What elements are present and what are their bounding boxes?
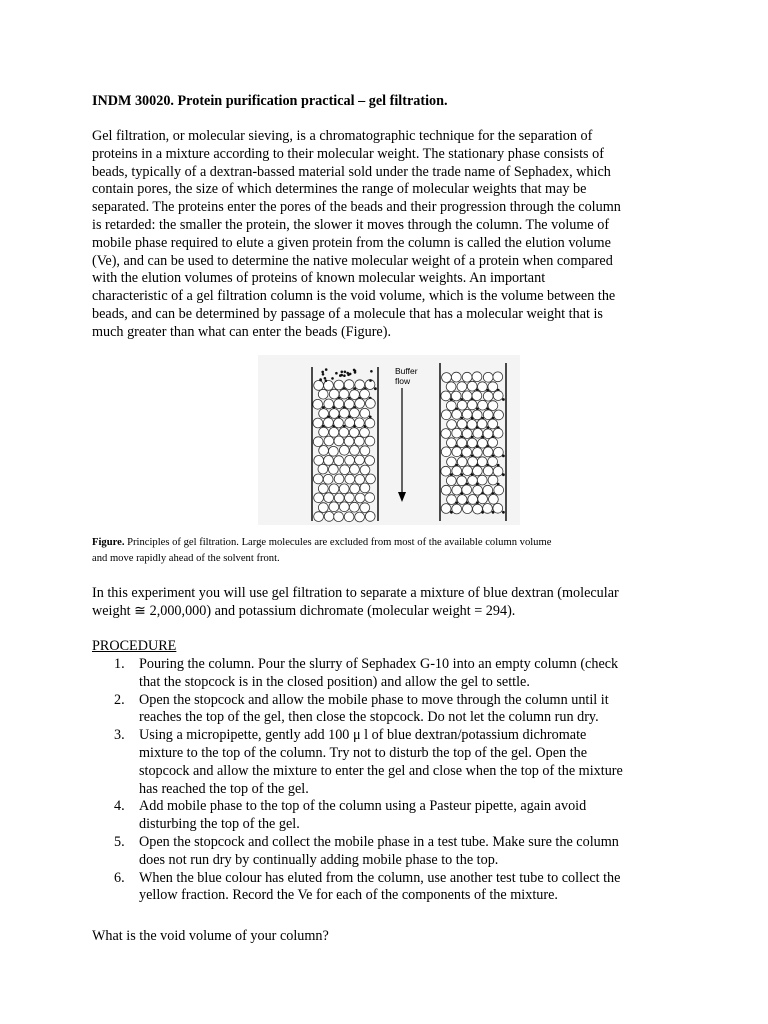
gel-bead [344,380,354,390]
gel-bead [360,389,370,399]
gel-bead [314,456,324,466]
gel-bead [457,438,467,448]
procedure-step [92,834,712,870]
gel-bead [313,437,323,447]
gel-bead [344,399,354,409]
gel-bead [488,382,498,392]
gel-bead [462,391,472,401]
gel-bead [345,418,355,428]
gel-bead [451,372,461,382]
gel-bead [452,504,462,514]
gel-bead [483,447,493,457]
gel-bead [452,447,462,457]
intro-line: (Ve), and can be used to determine the native molecular weight of a protein when compared [92,252,613,269]
gel-bead [349,428,359,438]
gel-bead [339,389,349,399]
gel-bead [339,427,349,437]
gel-bead [447,495,457,505]
experiment-paragraph [92,584,619,620]
gel-bead [457,457,467,467]
gel-bead [355,380,365,390]
step-number: 6. [114,869,125,886]
gel-bead [329,446,339,456]
gel-bead [345,493,355,503]
gel-bead [313,399,323,409]
gel-bead [477,457,487,467]
gel-bead [457,476,467,486]
gel-bead [488,438,498,448]
gel-bead [334,456,344,466]
step-line: does not run dry by continually adding mobile phase to the top. [139,851,499,868]
procedure-step [92,692,712,728]
gel-bead [365,456,375,466]
gel-bead [462,409,472,419]
intro-line: Gel filtration, or molecular sieving, is a chromatographic technique for the separation of [92,128,593,144]
gel-bead [446,401,456,411]
gel-bead [493,466,503,476]
step-line: Open the stopcock and collect the mobile phase in a test tube. Make sure the column [139,833,619,850]
gel-bead [441,504,451,514]
caption-text: Principles of gel filtration. Large molecules are excluded from most of the available column volume [124,537,552,548]
step-line: mixture to the top of the column. Try not to disturb the top of the gel. Open the [139,744,588,761]
molecule-dot [325,368,328,371]
gel-bead [329,484,339,494]
gel-bead [441,410,451,420]
gel-bead [457,382,467,392]
gel-bead [350,408,360,418]
gel-bead [334,399,344,409]
gel-bead [350,484,360,494]
gel-bead [355,512,365,522]
gel-bead [473,466,483,476]
gel-bead [472,410,482,420]
gel-bead [355,493,365,503]
gel-bead [441,429,451,439]
gel-bead [365,512,375,522]
gel-bead [483,429,493,439]
molecule-dot [335,372,338,375]
step-line: disturbing the top of the gel. [139,816,300,833]
molecule-dot [502,398,505,401]
gel-bead [339,445,349,455]
molecule-dot [502,455,505,458]
gel-bead [483,466,493,476]
gel-bead [467,438,477,448]
molecule-dot [374,387,377,390]
gel-bead [339,484,349,494]
gel-bead [467,381,477,391]
gel-bead [355,418,365,428]
gel-bead [494,447,504,457]
gel-bead [323,474,333,484]
gel-bead [441,447,451,457]
gel-bead [350,465,360,475]
gel-bead [334,474,344,484]
left-column [312,367,378,522]
gel-bead [319,446,329,456]
intro-line: characteristic of a gel filtration column is the void volume, which is the volume between the [92,288,616,305]
gel-bead [462,447,472,457]
gel-bead [365,418,375,428]
gel-bead [350,390,360,400]
gel-bead [447,457,457,467]
figure-caption [92,535,692,567]
procedure-heading: PROCEDURE [92,638,177,654]
gel-bead [344,512,354,522]
gel-bead [493,372,503,382]
gel-bead [447,438,457,448]
gel-bead [324,381,334,391]
gel-bead [340,465,350,475]
procedure-step [92,870,712,906]
gel-bead [462,485,472,495]
gel-bead [355,455,365,465]
gel-bead [360,465,370,475]
gel-bead [313,474,323,484]
intro-line: contain pores, the size of which determines the range of molecular weights that may be [92,181,587,198]
gel-bead [334,512,344,522]
gel-bead [345,474,355,484]
step-number: 3. [114,727,125,744]
gel-bead [324,493,334,503]
document-title: INDM 30020. Protein purification practical – gel filtration. [92,93,448,109]
gel-bead [462,372,472,382]
intro-line: much greater than what can enter the beads (Figure). [92,323,391,340]
step-line: has reached the top of the gel. [139,780,309,797]
gel-bead [478,438,488,448]
gel-bead [318,464,328,474]
intro-line: beads, typically of a dextran-bassed material sold under the trade name of Sephadex, which [92,163,611,180]
step-number: 4. [114,798,125,815]
gel-bead [324,399,334,409]
intro-line: with the elution volumes of proteins of known molecular weights. An important [92,270,546,287]
molecule-dot [369,379,372,382]
gel-bead [339,502,349,512]
gel-bead [488,419,498,429]
gel-bead [313,418,323,428]
step-line: Using a micropipette, gently add 100 μ l of blue dextran/potassium dichromate [139,727,587,744]
gel-bead [467,420,477,430]
gel-bead [319,427,329,437]
gel-bead [468,476,478,486]
caption-text: and move rapidly ahead of the solvent front. [92,553,280,564]
gel-bead [441,391,451,401]
gel-bead [489,494,499,504]
intro-line: is retarded: the smaller the protein, the slower it moves through the column. The volume of [92,216,610,233]
gel-bead [488,475,498,485]
gel-bead [478,494,488,504]
gel-bead [334,436,344,446]
molecule-dot [346,372,349,375]
gel-bead [447,420,457,430]
gel-bead [354,436,364,446]
molecule-dot [370,370,373,373]
step-line: Open the stopcock and allow the mobile phase to move through the column until it [139,691,609,708]
gel-bead [350,446,360,456]
step-line: reaches the top of the gel, then close the stopcock. Do not let the column run dry. [139,709,599,726]
caption-label: Figure. [92,537,125,548]
molecule-dot [344,371,347,374]
intro-line: mobile phase required to elute a given protein from the column is called the elution volume [92,234,611,251]
gel-bead [334,493,344,503]
gel-bead [493,503,503,513]
intro-line: beads, and can be determined by passage of a molecule that has a molecular weight that is [92,305,603,322]
gel-bead [366,399,376,409]
gel-bead [494,410,504,420]
procedure-step [92,798,712,834]
gel-bead [473,428,483,438]
step-number: 1. [114,656,125,672]
gel-bead [446,476,456,486]
gel-bead [345,455,355,465]
gel-bead [365,436,375,446]
gel-bead [494,485,504,495]
gel-bead [318,389,328,399]
gel-bead [441,466,451,476]
gel-bead [329,502,339,512]
gel-bead [483,372,493,382]
gel-bead [463,504,473,514]
gel-bead [462,429,472,439]
gel-bead [360,503,370,513]
gel-bead [478,382,488,392]
gel-bead [467,400,477,410]
gel-bead [463,466,473,476]
gel-bead [483,391,493,401]
gel-bead [318,503,328,513]
molecule-dot [502,473,505,476]
gel-bead [457,495,467,505]
gel-bead [473,504,483,514]
gel-bead [451,391,461,401]
gel-bead [360,428,370,438]
gel-bead [457,400,467,410]
gel-bead [452,428,462,438]
gel-bead [314,381,324,391]
molecule-dot [321,371,324,374]
right-column [440,363,506,521]
gel-bead [442,373,452,383]
step-line: that the stopcock is in the closed position) and allow the gel to settle. [139,673,530,690]
gel-bead [355,475,365,485]
gel-bead [349,502,359,512]
gel-bead [488,457,498,467]
step-line: Pouring the column. Pour the slurry of Sephadex G-10 into an empty column (check [139,656,619,672]
gel-bead [360,483,370,493]
gel-bead [344,436,354,446]
gel-bead [366,474,376,484]
gel-bead [339,408,349,418]
gel-bead [334,418,344,428]
intro-line: proteins in a mixture according to their molecular weight. The stationary phase consists of [92,145,604,162]
gel-bead [483,504,493,514]
gel-bead [324,512,334,522]
molecule-dot [322,373,325,376]
gel-bead [473,485,483,495]
molecule-dot [341,371,344,374]
gel-bead [472,372,482,382]
step-line: yellow fraction. Record the Ve for each of the components of the mixture. [139,887,558,904]
gel-bead [446,382,456,392]
gel-bead [334,380,344,390]
step-number: 5. [114,833,125,850]
step-line: When the blue colour has eluted from the column, use another test tube to collect the [139,869,621,886]
gel-bead [452,485,462,495]
molecule-dot [339,374,342,377]
gel-bead [314,493,324,503]
gel-bead [477,419,487,429]
gel-bead [483,485,493,495]
flow-label: flow [395,376,411,386]
procedure-list [92,656,712,905]
experiment-line: weight ≅ 2,000,000) and potassium dichromate (molecular weight = 294). [92,603,516,619]
gel-bead [360,446,370,456]
intro-line: separated. The proteins enter the pores of the beads and their progression through the column [92,199,621,216]
molecule-dot [354,371,357,374]
gel-bead [314,512,324,522]
gel-bead [457,419,467,429]
step-line: stopcock and allow the mixture to enter the gel and close when the top of the mixture [139,762,623,779]
gel-bead [360,408,370,418]
gel-bead [473,448,483,458]
molecule-dot [331,377,334,380]
procedure-step [92,656,712,692]
gel-bead [324,456,334,466]
buffer-label: Buffer [395,366,418,376]
molecule-dot [502,511,505,514]
gel-bead [493,428,503,438]
step-number: 2. [114,691,125,708]
gel-bead [324,418,334,428]
question-text: What is the void volume of your column? [92,928,329,944]
gel-bead [488,401,498,411]
gel-bead [355,399,365,409]
molecule-dot [343,374,346,377]
gel-bead [472,391,482,401]
gel-filtration-figure [258,355,520,525]
gel-bead [324,436,334,446]
gel-bead [365,493,375,503]
gel-bead [329,427,339,437]
step-line: Add mobile phase to the top of the column using a Pasteur pipette, again avoid [139,798,587,815]
gel-bead [477,475,487,485]
gel-bead [329,389,339,399]
gel-bead [329,465,339,475]
gel-bead [452,466,462,476]
gel-bead [493,391,503,401]
molecule-dot [324,377,327,380]
molecule-dot [319,379,322,382]
gel-bead [319,409,329,419]
gel-bead [478,400,488,410]
procedure-step [92,727,712,798]
intro-paragraph [92,128,692,342]
gel-bead [452,410,462,420]
molecule-dot [325,380,328,383]
gel-bead [441,485,451,495]
gel-bead [318,484,328,494]
experiment-line: In this experiment you will use gel filtration to separate a mixture of blue dextran (molecular [92,585,619,601]
